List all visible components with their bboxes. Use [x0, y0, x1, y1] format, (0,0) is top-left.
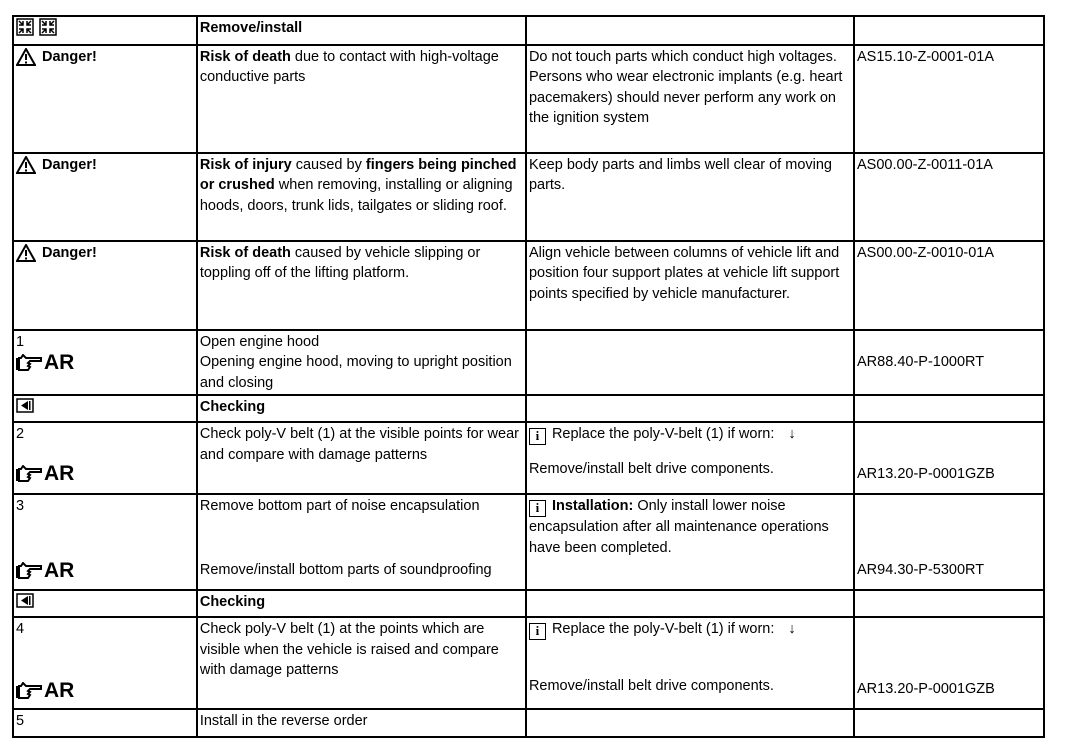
- note-bold: Installation:: [551, 498, 634, 514]
- danger-text: Danger!: [42, 244, 97, 261]
- ar-reference-marker: [16, 680, 194, 702]
- step-text: Remove bottom part of noise encapsulation: [199, 498, 480, 514]
- pointing-hand-icon: [16, 682, 42, 700]
- checking-icon: [16, 593, 34, 608]
- arrow-down-icon: ↓: [788, 426, 796, 442]
- danger-label: [16, 243, 194, 264]
- warning-triangle-icon: [16, 244, 36, 262]
- danger-row: [13, 153, 1044, 241]
- risk-bold: Risk of death: [199, 244, 291, 261]
- ar-reference-marker: [16, 352, 194, 374]
- step-text: Check poly-V belt (1) at the points which are visible when the vehicle is raised and compare with damage patterns: [197, 617, 526, 709]
- note-line: [529, 424, 851, 445]
- step-number: 3: [16, 498, 25, 514]
- checking-row: [13, 395, 1044, 422]
- ar-label: AR: [44, 351, 75, 374]
- note-text: Replace the poly-V-belt (1) if worn:: [551, 621, 775, 637]
- warning-triangle-icon: [16, 48, 36, 66]
- header-empty-4: [854, 16, 1044, 45]
- info-icon: i: [529, 428, 546, 445]
- step-row-2: [13, 422, 1044, 494]
- step-number: 5: [13, 709, 197, 737]
- header-empty-3: [526, 16, 854, 45]
- risk-bold: Risk of injury: [199, 156, 292, 173]
- arrow-down-icon: ↓: [788, 621, 796, 637]
- reference-code: AS00.00-Z-0011-01A: [854, 153, 1044, 241]
- step-row-4: [13, 617, 1044, 709]
- header-icons: [13, 16, 197, 45]
- risk-description: [197, 153, 526, 241]
- risk-text: caused by: [291, 156, 366, 173]
- pointing-hand-icon: [16, 465, 42, 483]
- step-number: 4: [16, 621, 25, 637]
- risk-text-2: when removing, installing or aligning hoods, doors, trunk lids, tailgates or sliding roof.: [199, 177, 513, 214]
- step-text-2: Remove/install bottom parts of soundproofing: [199, 561, 492, 578]
- note-text-2: Remove/install belt drive components.: [528, 678, 774, 694]
- step-note-empty: [526, 330, 854, 396]
- measure-text: Align vehicle between columns of vehicle lift and position four support plates at vehicle lift support points specified by vehicle manufacturer.: [526, 241, 854, 330]
- ar-label: AR: [44, 461, 75, 485]
- danger-label: [16, 155, 194, 176]
- step-number: 2: [16, 426, 25, 442]
- risk-description: [197, 45, 526, 153]
- risk-text: caused by vehicle slipping or toppling off of the lifting platform.: [199, 244, 481, 281]
- danger-text: Danger!: [42, 156, 97, 173]
- checking-icon: [16, 398, 34, 413]
- step-ref: AR94.30-P-5300RT: [857, 562, 985, 578]
- info-icon: i: [529, 623, 546, 640]
- measure-text: Keep body parts and limbs well clear of moving parts.: [526, 153, 854, 241]
- step-ref: AR13.20-P-0001GZB: [857, 466, 995, 482]
- step-row-3: [13, 494, 1044, 590]
- pointing-hand-icon: [16, 562, 42, 580]
- step-row-5: [13, 709, 1044, 737]
- risk-text: due to contact with high-voltage conductive parts: [199, 48, 499, 85]
- risk-bold-2: fingers being pinched or crushed: [199, 156, 517, 193]
- warning-triangle-icon: [16, 156, 36, 174]
- measure-text: Do not touch parts which conduct high voltages. Persons who wear electronic implants (e.g. heart pacemakers) should never perform any work on the ignition system: [526, 45, 854, 153]
- step-title: Open engine hood: [199, 333, 320, 350]
- reference-code: AS00.00-Z-0010-01A: [854, 241, 1044, 330]
- ar-reference-marker: [16, 560, 194, 582]
- step-row-1: [13, 330, 1044, 396]
- checking-row: [13, 590, 1044, 617]
- note-line: [529, 619, 851, 640]
- note-text: Replace the poly-V-belt (1) if worn:: [551, 426, 775, 442]
- step-ref: AR88.40-P-1000RT: [857, 353, 985, 370]
- pointing-hand-icon: [16, 354, 42, 372]
- checking-label: Checking: [197, 395, 526, 422]
- risk-description: [197, 241, 526, 330]
- danger-label: [16, 47, 194, 68]
- ar-label: AR: [44, 678, 75, 702]
- note-text: Only install lower noise encapsulation after all maintenance operations have been completed.: [528, 498, 829, 556]
- step-text: Check poly-V belt (1) at the visible points for wear and compare with damage patterns: [197, 422, 526, 494]
- step-ref: AR13.20-P-0001GZB: [857, 681, 995, 697]
- danger-text: Danger!: [42, 48, 97, 65]
- info-icon: i: [529, 500, 546, 517]
- procedure-table: [12, 15, 1045, 738]
- step-number: 1: [16, 333, 25, 350]
- danger-row: [13, 241, 1044, 330]
- remove-install-icon: [16, 18, 58, 36]
- danger-row: [13, 45, 1044, 153]
- step-text: Install in the reverse order: [197, 709, 526, 737]
- ar-label: AR: [44, 558, 75, 582]
- note-text-2: Remove/install belt drive components.: [528, 461, 774, 477]
- risk-bold: Risk of death: [199, 48, 291, 65]
- checking-label: Checking: [197, 590, 526, 617]
- header-row: [13, 16, 1044, 45]
- ar-reference-marker: [16, 463, 194, 485]
- header-label: Remove/install: [197, 16, 526, 45]
- step-text: Opening engine hood, moving to upright position and closing: [199, 354, 512, 391]
- reference-code: AS15.10-Z-0001-01A: [854, 45, 1044, 153]
